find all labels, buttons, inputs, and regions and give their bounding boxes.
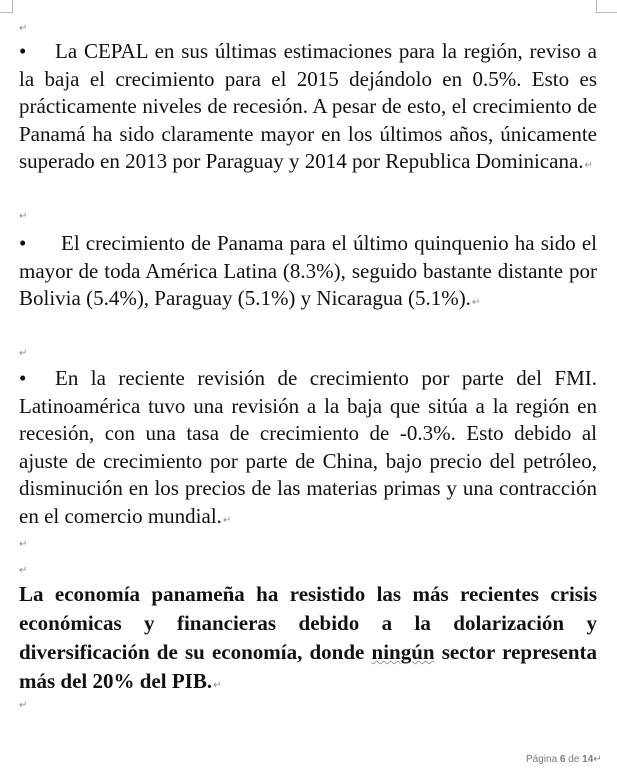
paragraph-mark: ↵	[471, 297, 481, 309]
margin-corner-top-right	[596, 0, 617, 13]
margin-corner-top-left	[0, 0, 13, 13]
bullet-paragraph-fmi[interactable]	[19, 365, 597, 535]
paragraph-mark: ↵	[19, 211, 28, 222]
paragraph-mark: ↵	[19, 23, 28, 34]
bullet-glyph: •	[19, 231, 27, 255]
page-number-footer	[526, 754, 602, 765]
paragraph-mark: ↵	[19, 565, 28, 576]
paragraph-mark: ↵	[593, 754, 602, 765]
spellcheck-flagged-word[interactable]: ningún	[371, 640, 435, 664]
footer-page-number: 6	[559, 754, 566, 765]
bold-paragraph-economy[interactable]	[19, 580, 597, 700]
bold-text-end: sector representa más del 20% del PIB.	[19, 640, 597, 693]
bullet-glyph: •	[19, 39, 27, 63]
footer-total-pages: 14	[582, 754, 594, 765]
paragraph-mark: ↵	[213, 680, 222, 691]
paragraph-mark: ↵	[584, 160, 593, 172]
bullet-paragraph-cepal[interactable]	[19, 38, 597, 180]
paragraph-text: En la reciente revisión de crecimiento por parte del FMI. Latinoamérica tuvo una revisión a la baja que sitúa a la región en recesión, con una tasa de crecimiento de -0.3%. Esto debido al ajuste de crecimiento por parte de China, bajo precio del petróleo, disminución en los precios de las materias primas y una contracción en el comercio mundial.	[19, 366, 597, 528]
paragraph-text: El crecimiento de Panama para el último quinquenio ha sido el mayor de toda América Latina (8.3%), seguido bastante distante por Bolivia (5.4%), Paraguay (5.1%) y Nicaragua (5.1%).	[19, 231, 597, 311]
footer-prefix: Página	[526, 754, 560, 765]
paragraph-mark: ↵	[19, 700, 28, 711]
paragraph-mark: ↵	[19, 539, 28, 550]
bold-text-start: La economía panameña ha resistido las más recientes crisis económicas y financieras debido a la dolarización y diversificación de su economía, donde	[19, 582, 597, 664]
paragraph-mark: ↵	[222, 514, 232, 526]
bullet-paragraph-panama-growth[interactable]	[19, 230, 597, 317]
bullet-glyph: •	[19, 366, 27, 390]
paragraph-text: La CEPAL en sus últimas estimaciones para la región, reviso a la baja el crecimiento para el 2015 dejándolo en 0.5%. Esto es prácticamente niveles de recesión. A pesar de esto, el crecimiento de Panamá ha sido claramente mayor en los últimos años, únicamente superado en 2013 por Paraguay y 2014 por Republica Dominicana.	[19, 39, 597, 174]
paragraph-mark: ↵	[19, 348, 28, 359]
footer-middle: de	[565, 754, 583, 765]
